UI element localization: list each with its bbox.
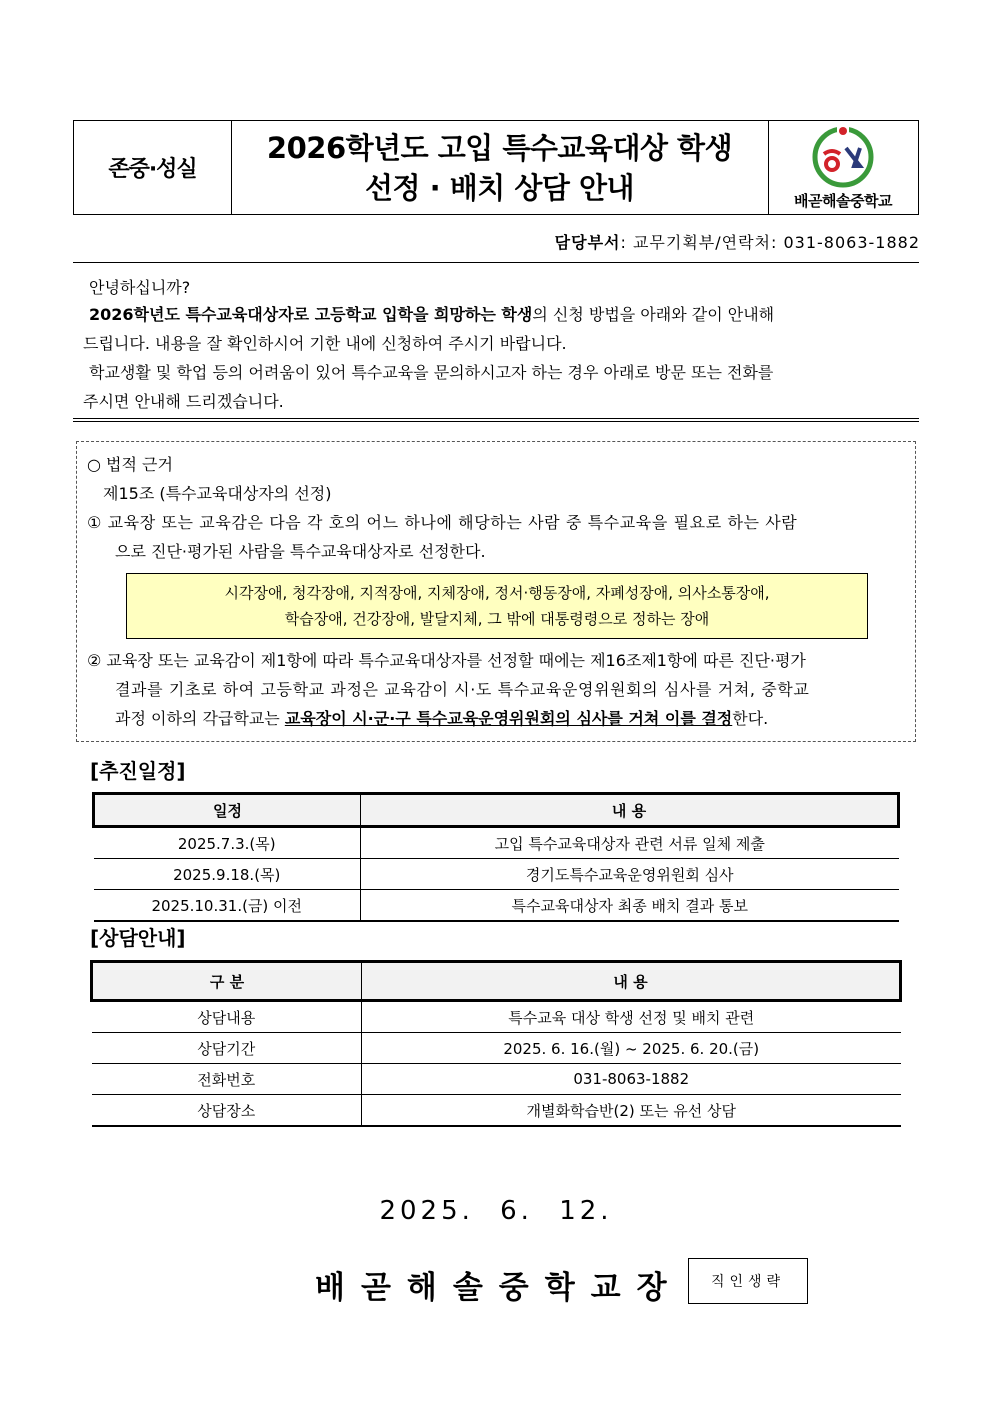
legal-item-1-line-2: 으로 진단·평가된 사람을 특수교육대상자로 선정한다.	[115, 542, 486, 561]
consult-table	[90, 960, 902, 1127]
consult-content: 031-8063-1882	[362, 1064, 901, 1095]
school-logo-cell	[768, 121, 918, 214]
intro-bold-text: 2026학년도 특수교육대상자로 고등학교 입학을 희망하는 학생	[89, 305, 533, 324]
legal-item-2-line-3-c: 한다.	[732, 709, 769, 728]
table-row	[92, 1033, 901, 1064]
consult-content: 2025. 6. 16.(월) ~ 2025. 6. 20.(금)	[362, 1033, 901, 1064]
principal-signature: 배곧해솔중학교장	[315, 1270, 683, 1306]
intro-line-5: 주시면 안내해 드리겠습니다.	[83, 392, 284, 411]
school-motto: 존중·성실	[74, 121, 232, 214]
schedule-content: 특수교육대상자 최종 배치 결과 통보	[361, 890, 899, 922]
table-row	[94, 827, 899, 859]
schedule-header-content: 내 용	[361, 794, 899, 827]
consult-header-content: 내 용	[362, 962, 901, 1001]
disability-line-2: 학습장애, 건강장애, 발달지체, 그 밖에 대통령령으로 정하는 장애	[284, 610, 710, 628]
consult-category: 상담장소	[92, 1095, 362, 1127]
schedule-table	[92, 792, 900, 922]
consult-content: 특수교육 대상 학생 선정 및 배치 관련	[362, 1001, 901, 1033]
legal-item-1-line-1: ① 교육장 또는 교육감은 다음 각 호의 어느 하나에 해당하는 사람 중 특수교육을 필요로 하는 사람	[87, 513, 798, 532]
consult-category: 상담기간	[92, 1033, 362, 1064]
document-title	[231, 121, 769, 214]
title-line-1: 2026학년도 고입 특수교육대상 학생	[266, 130, 733, 165]
contact-line	[555, 230, 920, 253]
dept-value: : 교무기획부/연락처: 031-8063-1882	[620, 233, 920, 252]
schedule-date: 2025.10.31.(금) 이전	[94, 890, 361, 922]
intro-line-2-rest: 의 신청 방법을 아래와 같이 안내해	[532, 305, 775, 324]
intro-line-2	[89, 300, 909, 329]
seal-omitted-box: 직인생략	[688, 1258, 808, 1304]
disability-line-1: 시각장애, 청각장애, 지적장애, 지체장애, 정서·행동장애, 자폐성장애, 의사소통장애,	[224, 584, 770, 602]
schedule-date: 2025.7.3.(목)	[94, 827, 361, 859]
title-line-2: 선정 · 배치 상담 안내	[364, 170, 634, 205]
intro-line-4: 학교생활 및 학업 등의 어려움이 있어 특수교육을 문의하시고자 하는 경우 아래로 방문 또는 전화를	[89, 363, 774, 382]
table-row	[92, 1095, 901, 1127]
consult-category: 전화번호	[92, 1064, 362, 1095]
schedule-date: 2025.9.18.(목)	[94, 859, 361, 890]
table-header-row	[94, 794, 899, 827]
legal-item-2-line-1: ② 교육장 또는 교육감이 제1항에 따라 특수교육대상자를 선정할 때에는 제16조제1항에 따른 진단·평가	[87, 651, 806, 670]
consult-header-category: 구 분	[92, 962, 362, 1001]
schedule-content: 고입 특수교육대상자 관련 서류 일체 제출	[361, 827, 899, 859]
schedule-header-date: 일정	[94, 794, 361, 827]
dept-label: 담당부서	[554, 233, 621, 252]
schedule-content: 경기도특수교육운영위원회 심사	[361, 859, 899, 890]
disability-list-box	[126, 573, 868, 639]
school-logo-icon	[810, 126, 876, 188]
consult-content: 개별화학습반(2) 또는 유선 상담	[362, 1095, 901, 1127]
consult-category: 상담내용	[92, 1001, 362, 1033]
legal-underlined-text: 교육장이 시·군·구 특수교육운영위원회의 심사를 거쳐 이를 결정	[284, 709, 733, 728]
table-header-row	[92, 962, 901, 1001]
legal-item-2-line-2: 결과를 기초로 하여 고등학교 과정은 교육감이 시·도 특수교육운영위원회의 심사를 거쳐, 중학교	[115, 680, 810, 699]
issue-date: 2025. 6. 12.	[379, 1196, 613, 1226]
intro-section	[73, 262, 919, 422]
greeting: 안녕하십니까?	[89, 278, 191, 297]
schedule-title: [추진일정]	[90, 759, 186, 783]
table-row	[94, 859, 899, 890]
school-name: 배곧해솔중학교	[794, 192, 892, 210]
legal-basis-box	[76, 441, 916, 742]
legal-item-2-line-3	[115, 704, 768, 733]
legal-heading: ○ 법적 근거	[87, 455, 173, 474]
consult-title: [상담안내]	[90, 926, 186, 950]
table-row	[92, 1001, 901, 1033]
table-row	[94, 890, 899, 922]
legal-article: 제15조 (특수교육대상자의 선정)	[103, 484, 332, 503]
table-row	[92, 1064, 901, 1095]
intro-line-3: 드립니다. 내용을 잘 확인하시어 기한 내에 신청하여 주시기 바랍니다.	[83, 334, 567, 353]
legal-item-2-line-3-a: 과정 이하의 각급학교는	[115, 709, 285, 728]
header-box	[73, 120, 919, 215]
